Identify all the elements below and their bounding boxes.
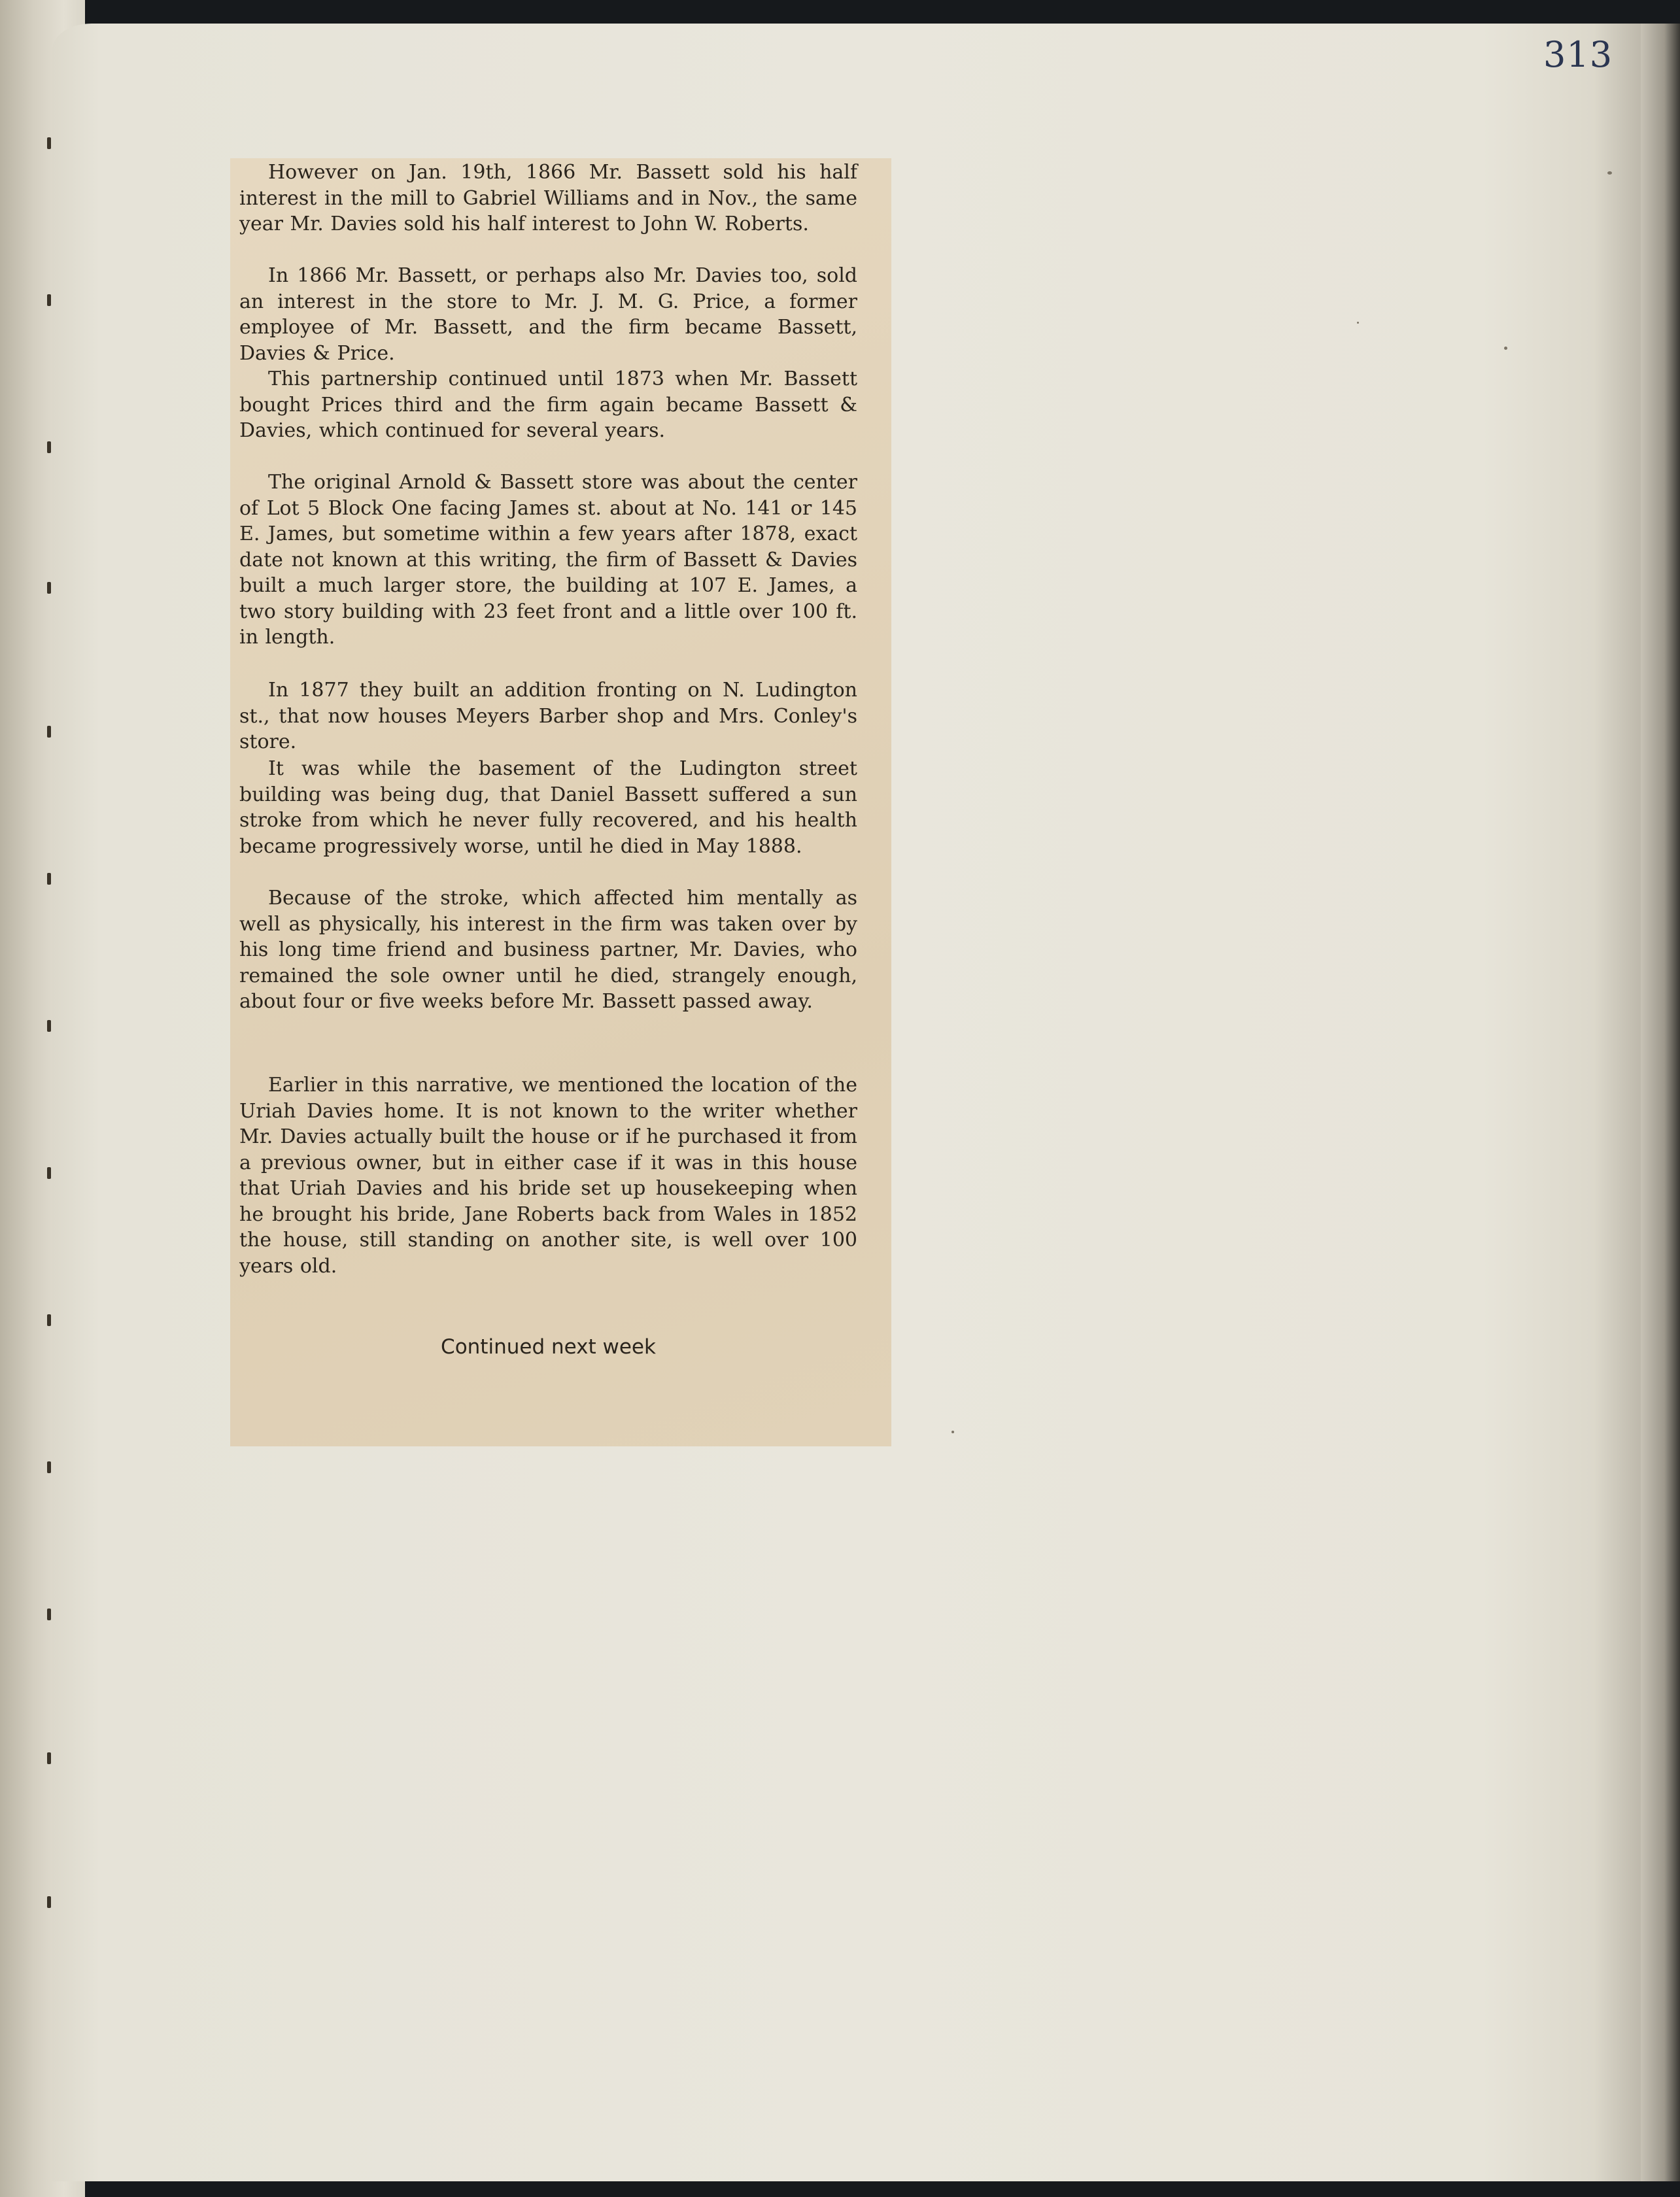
binding-stitch xyxy=(47,726,51,738)
page-edge-shadow xyxy=(1641,24,1680,2181)
article-paragraph: The original Arnold & Bassett store was about the center of Lot 5 Block One facing James st. about at No. 141 or 145 E. James, but sometime within a few years after 1878, exact date not known at this writing, the firm of Bassett & Davies built a much larger store, the building at 107 E. James, a two story building with 23 feet front and a little over 100 ft. in length. xyxy=(239,471,857,649)
article-paragraph: In 1877 they built an addition fronting on N. Ludington st., that now houses Meyers Barber shop and Mrs. Conley's store. xyxy=(239,679,857,753)
binding-stitch xyxy=(47,582,51,594)
binding-stitch xyxy=(47,137,51,149)
article-paragraph: This partnership continued until 1873 when Mr. Bassett bought Prices third and the firm again became Bassett & Davies, which continued for several years. xyxy=(239,367,857,442)
binding-stitch xyxy=(47,1020,51,1032)
binding-stitch xyxy=(47,1752,51,1764)
page-number: 313 xyxy=(1543,34,1613,75)
binding-stitch xyxy=(47,294,51,306)
continued-notice: Continued next week xyxy=(441,1335,656,1359)
binding-stitch xyxy=(47,1314,51,1326)
newspaper-clipping xyxy=(230,158,891,1446)
binding-stitch xyxy=(47,1461,51,1473)
article-paragraph: In 1866 Mr. Bassett, or perhaps also Mr. Davies too, sold an interest in the store to Mr. J. M. G. Price, a former employee of Mr. Bassett, and the firm became Bassett, Davies & Price. xyxy=(239,264,857,365)
paper-speck xyxy=(1607,171,1612,175)
paper-speck xyxy=(1504,347,1507,350)
binding-stitch xyxy=(47,873,51,885)
binding-stitch xyxy=(47,1896,51,1908)
binding-stitch xyxy=(47,1609,51,1620)
article-paragraph: However on Jan. 19th, 1866 Mr. Bassett sold his half interest in the mill to Gabriel Williams and in Nov., the same year Mr. Davies sold his half interest to John W. Roberts. xyxy=(239,161,857,235)
article-paragraph: It was while the basement of the Ludington street building was being dug, that Daniel Bassett suffered a sun stroke from which he never fully recovered, and his health became progressively worse, until he died in May 1888. xyxy=(239,757,857,858)
paper-speck xyxy=(1357,322,1359,324)
binding-stitch xyxy=(47,441,51,453)
paper-speck xyxy=(951,1431,954,1433)
article-paragraph: Earlier in this narrative, we mentioned the location of the Uriah Davies home. It is not known to the writer whether Mr. Davies actually built the house or if he purchased it from a previous owner, but in either case if it was in this house that Uriah Davies and his bride set up housekeeping when he brought his bride, Jane Roberts back from Wales in 1852 the house, still standing on another site, is well over 100 years old. xyxy=(239,1074,857,1278)
binding-stitch xyxy=(47,1167,51,1179)
article-paragraph: Because of the stroke, which affected him mentally as well as physically, his interest in the firm was taken over by his long time friend and business partner, Mr. Davies, who remained the sole owner until he died, strangely enough, about four or five weeks before Mr. Bassett passed away. xyxy=(239,887,857,1013)
